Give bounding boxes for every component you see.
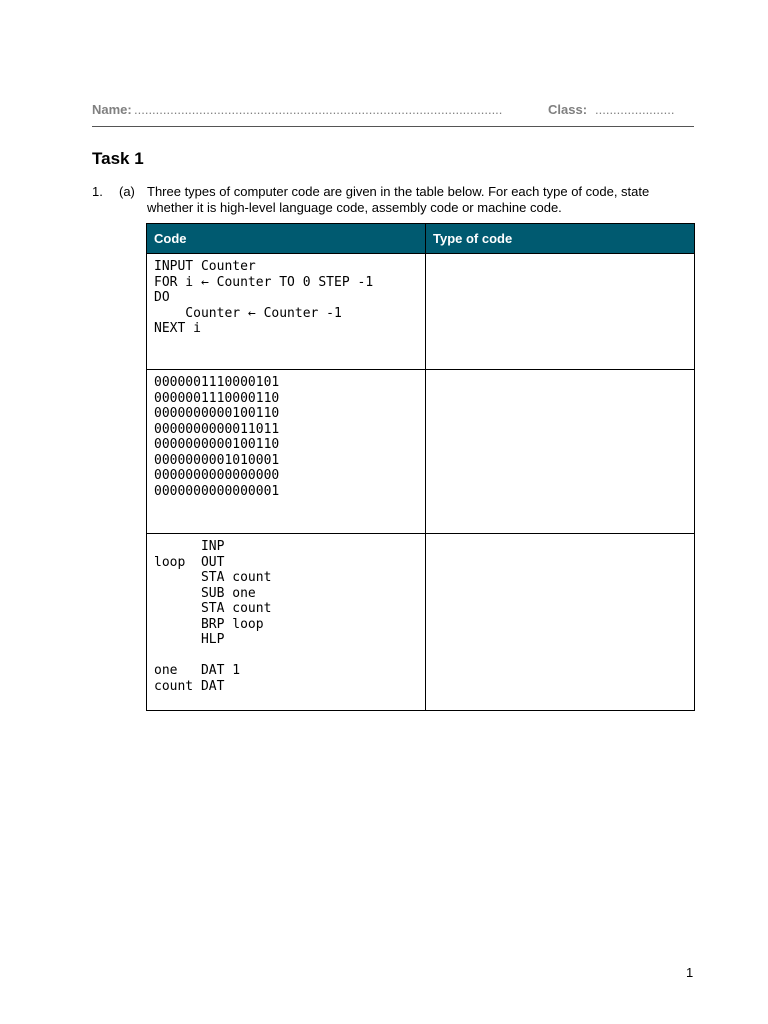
type-answer-cell[interactable]	[426, 254, 695, 370]
page-number: 1	[686, 965, 694, 980]
table-row	[147, 534, 695, 711]
name-field[interactable]: ......................................................................................................	[134, 102, 503, 117]
class-label: Class:	[548, 102, 588, 117]
table-header-row	[147, 224, 695, 254]
table-row	[147, 370, 695, 534]
type-answer-cell[interactable]	[426, 370, 695, 534]
machine-code-snippet: 0000001110000101 0000001110000110 0000000000100110 0000000000011011 0000000000100110 0000000001010001 0000000000000000 0000000000000001	[154, 375, 280, 499]
question-text: Three types of computer code are given in the table below. For each type of code, state whether it is high-level language code, assembly code or machine code.	[147, 184, 650, 215]
question-part: (a)	[119, 184, 135, 199]
code-type-table	[146, 223, 695, 711]
code-cell	[147, 370, 426, 534]
assembly-code-snippet: INP loop OUT STA count SUB one STA count BRP loop HLP one DAT 1 count DAT	[154, 539, 272, 694]
code-cell	[147, 534, 426, 711]
column-header-code: Code	[147, 224, 426, 254]
high-level-code-snippet: INPUT Counter FOR i ← Counter TO 0 STEP -1 DO Counter ← Counter -1 NEXT i	[154, 259, 374, 336]
question-number: 1.	[92, 184, 103, 199]
class-field[interactable]: ......................	[595, 102, 675, 117]
table-row	[147, 254, 695, 370]
name-label: Name:	[92, 102, 132, 117]
code-cell	[147, 254, 426, 370]
column-header-type: Type of code	[426, 224, 695, 254]
name-class-header	[92, 102, 694, 127]
task-title: Task 1	[92, 149, 144, 168]
type-answer-cell[interactable]	[426, 534, 695, 711]
